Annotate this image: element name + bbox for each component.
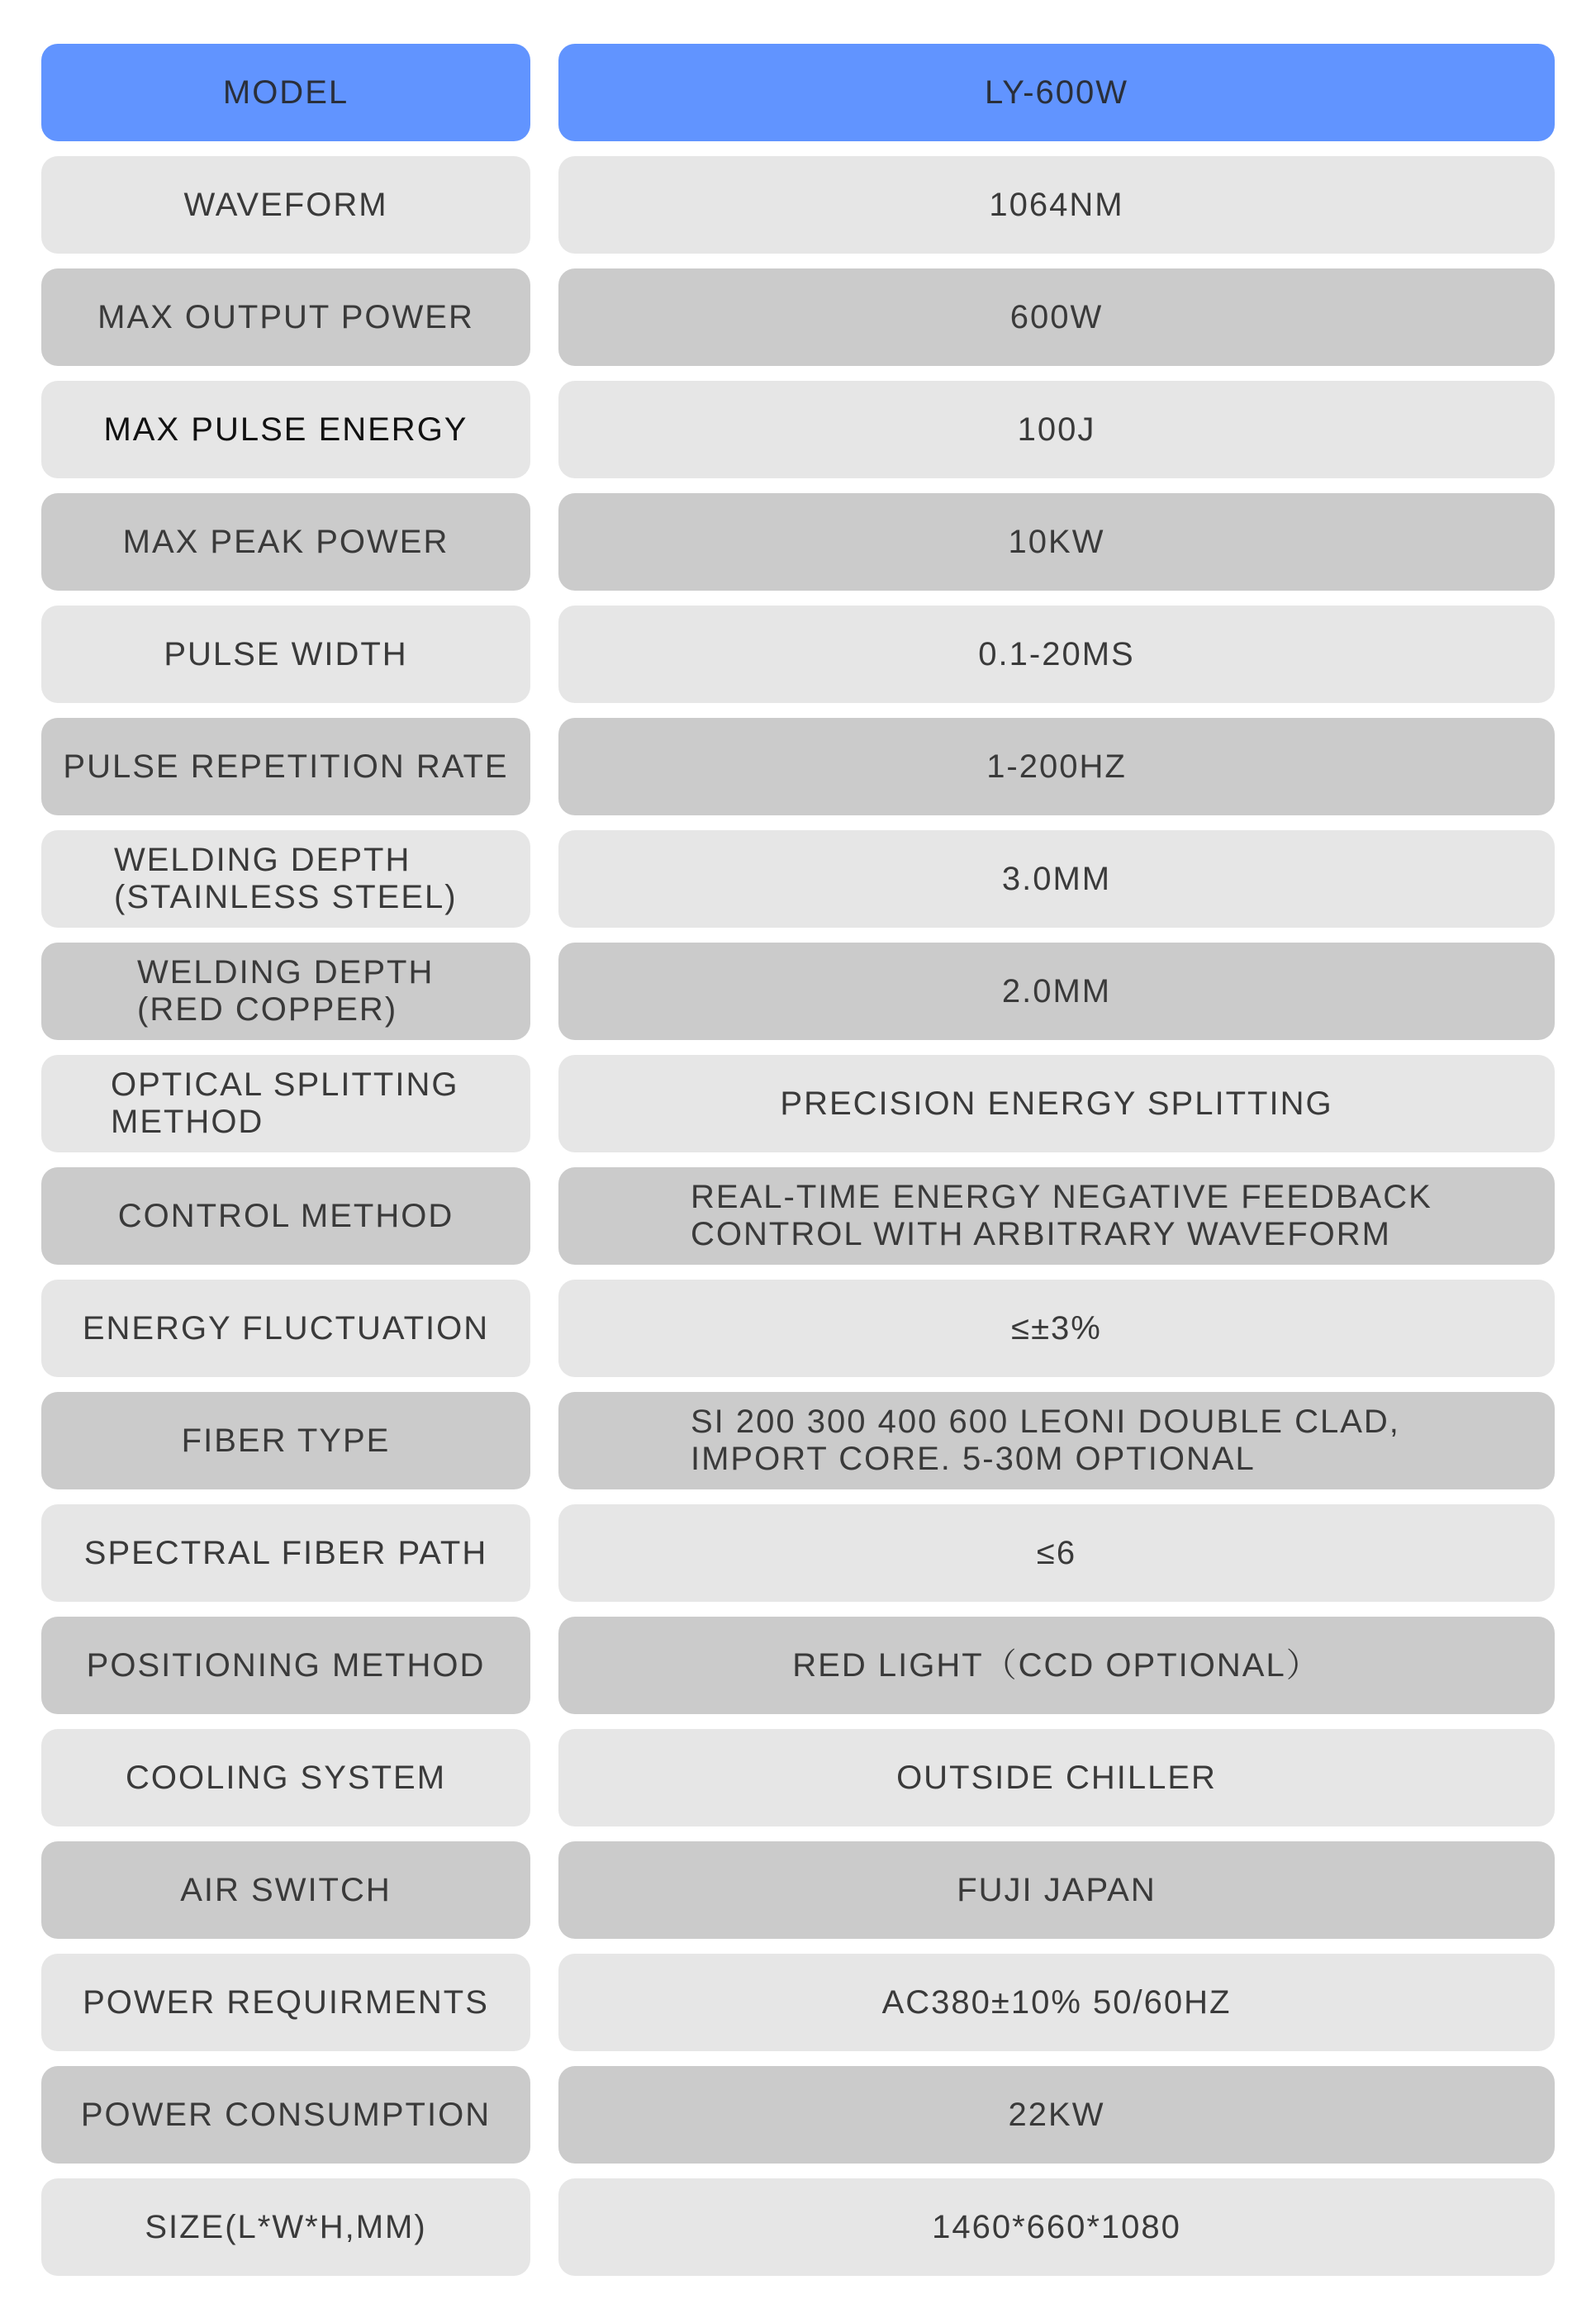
- spec-label: ENERGY FLUCTUATION: [41, 1280, 530, 1377]
- table-row: [41, 493, 1555, 591]
- spec-label: MAX OUTPUT POWER: [41, 268, 530, 366]
- spec-value: 3.0MM: [558, 830, 1555, 928]
- spec-value: 100J: [558, 381, 1555, 478]
- spec-value: 2.0MM: [558, 943, 1555, 1040]
- spec-value: 1064NM: [558, 156, 1555, 254]
- table-row: [41, 1841, 1555, 1939]
- table-row: [41, 1055, 1555, 1152]
- table-row: [41, 1954, 1555, 2051]
- spec-value: 10KW: [558, 493, 1555, 591]
- spec-value: ≤6: [558, 1504, 1555, 1602]
- spec-value: FUJI JAPAN: [558, 1841, 1555, 1939]
- spec-value: PRECISION ENERGY SPLITTING: [558, 1055, 1555, 1152]
- spec-label: PULSE REPETITION RATE: [41, 718, 530, 815]
- spec-label: MAX PULSE ENERGY: [41, 381, 530, 478]
- spec-value: 1-200HZ: [558, 718, 1555, 815]
- spec-value: REAL-TIME ENERGY NEGATIVE FEEDBACK CONTROL WITH ARBITRARY WAVEFORM: [558, 1167, 1555, 1265]
- table-row: [41, 1617, 1555, 1714]
- spec-value: 22KW: [558, 2066, 1555, 2164]
- spec-value: 0.1-20MS: [558, 606, 1555, 703]
- spec-label: AIR SWITCH: [41, 1841, 530, 1939]
- table-header-row: [41, 44, 1555, 141]
- spec-label: FIBER TYPE: [41, 1392, 530, 1489]
- spec-value: RED LIGHT（CCD OPTIONAL）: [558, 1617, 1555, 1714]
- spec-label: POSITIONING METHOD: [41, 1617, 530, 1714]
- table-row: [41, 943, 1555, 1040]
- table-row: [41, 718, 1555, 815]
- spec-label: SIZE(L*W*H,MM): [41, 2178, 530, 2276]
- spec-label: CONTROL METHOD: [41, 1167, 530, 1265]
- spec-value: ≤±3%: [558, 1280, 1555, 1377]
- spec-label: MAX PEAK POWER: [41, 493, 530, 591]
- table-row: [41, 2066, 1555, 2164]
- spec-value: SI 200 300 400 600 LEONI DOUBLE CLAD, IMPORT CORE. 5-30M OPTIONAL: [558, 1392, 1555, 1489]
- spec-value: AC380±10% 50/60HZ: [558, 1954, 1555, 2051]
- model-label: MODEL: [41, 44, 530, 141]
- table-row: [41, 381, 1555, 478]
- model-value: LY-600W: [558, 44, 1555, 141]
- spec-label: WAVEFORM: [41, 156, 530, 254]
- spec-label: COOLING SYSTEM: [41, 1729, 530, 1826]
- spec-table: [41, 44, 1555, 2291]
- table-row: [41, 1504, 1555, 1602]
- table-row: [41, 1280, 1555, 1377]
- spec-value: 600W: [558, 268, 1555, 366]
- spec-label: OPTICAL SPLITTING METHOD: [41, 1055, 530, 1152]
- spec-label: SPECTRAL FIBER PATH: [41, 1504, 530, 1602]
- table-row: [41, 606, 1555, 703]
- table-row: [41, 830, 1555, 928]
- spec-label: WELDING DEPTH (STAINLESS STEEL): [41, 830, 530, 928]
- spec-label: POWER REQUIRMENTS: [41, 1954, 530, 2051]
- spec-value: 1460*660*1080: [558, 2178, 1555, 2276]
- spec-value: OUTSIDE CHILLER: [558, 1729, 1555, 1826]
- spec-label: WELDING DEPTH (RED COPPER): [41, 943, 530, 1040]
- table-row: [41, 1729, 1555, 1826]
- table-row: [41, 268, 1555, 366]
- table-row: [41, 156, 1555, 254]
- spec-label: POWER CONSUMPTION: [41, 2066, 530, 2164]
- table-row: [41, 1167, 1555, 1265]
- table-row: [41, 2178, 1555, 2276]
- spec-label: PULSE WIDTH: [41, 606, 530, 703]
- table-row: [41, 1392, 1555, 1489]
